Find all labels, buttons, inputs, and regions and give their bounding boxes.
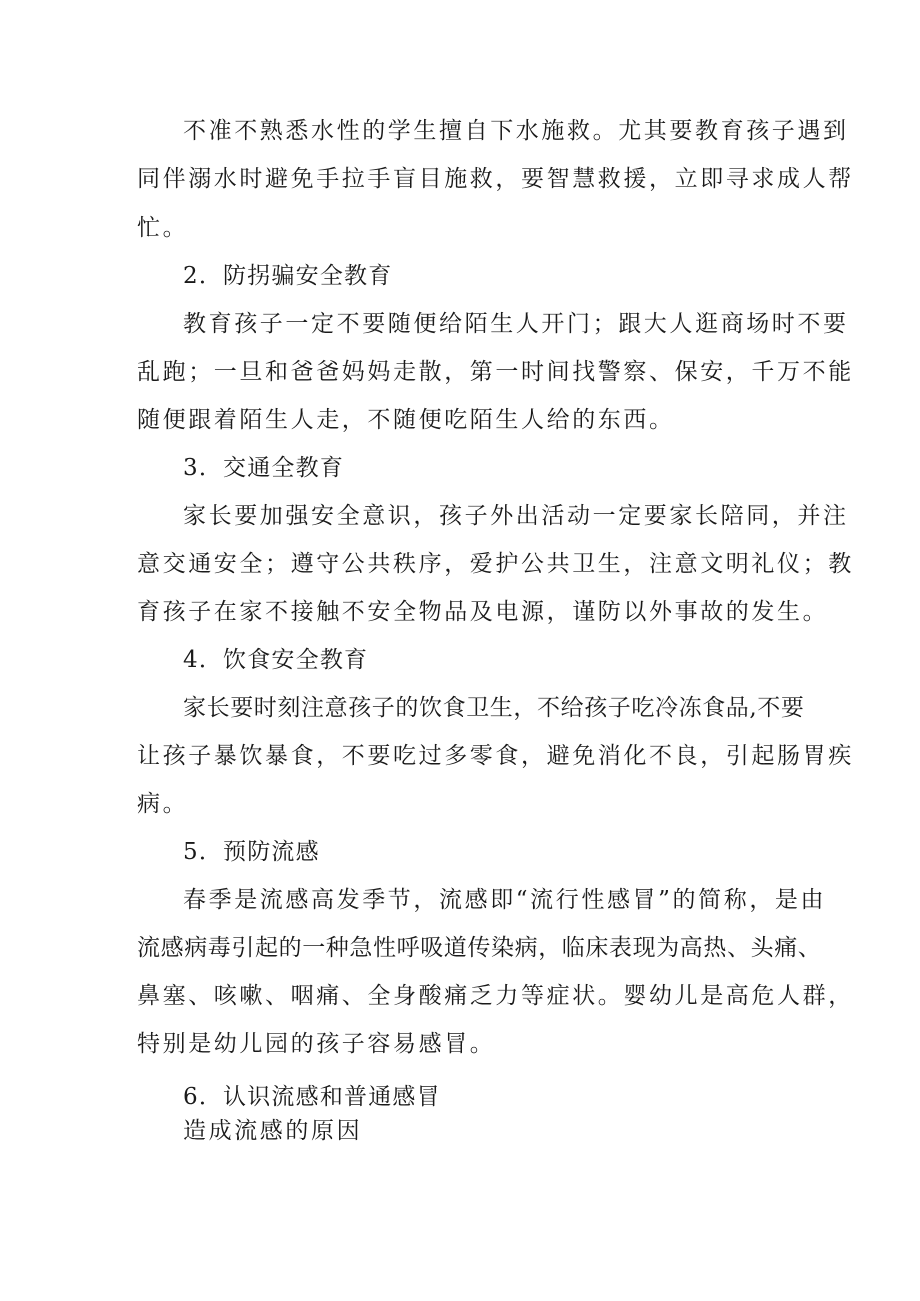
paragraph-line: 流感病毒引起的一种急性呼吸道传染病，临床表现为高热、头痛、 [137,935,822,961]
paragraph-line: 同伴溺水时避免手拉手盲目施救，要智慧救援，立即寻求成人帮 [137,166,854,192]
paragraph-line: 造成流感的原因 [183,1118,363,1144]
paragraph-line: 随便跟着陌生人走，不随便吃陌生人给的东西。 [137,407,675,433]
section-heading: 3．交通全教育 [183,455,345,481]
paragraph-line: 让孩子暴饮暴食，不要吃过多零食，避免消化不良，引起肠胃疾 [137,743,854,769]
paragraph-line: 教育孩子一定不要随便给陌生人开门；跟大人逛商场时不要 [183,311,849,337]
paragraph-line: 意交通安全；遵守公共秩序，爱护公共卫生，注意文明礼仪；教 [137,551,854,577]
paragraph-line: 家长要加强安全意识，孩子外出活动一定要家长陪同，并注 [183,503,849,529]
paragraph-line: 忙。 [137,215,189,241]
section-heading: 4．饮食安全教育 [183,647,369,673]
paragraph-line: 病。 [137,791,189,817]
section-heading: 5．预防流感 [183,839,320,865]
section-heading: 6．认识流感和普通感冒 [183,1084,441,1110]
paragraph-line: 家长要时刻注意孩子的饮食卫生，不给孩子吃冷冻食品,不要 [183,695,805,721]
paragraph-line: 育孩子在家不接触不安全物品及电源，谨防以外事故的发生。 [137,599,829,625]
paragraph-line: 春季是流感高发季节，流感即“流行性感冒”的简称，是由 [183,887,827,913]
paragraph-line: 鼻塞、咳嗽、咽痛、全身酸痛乏力等症状。婴幼儿是高危人群， [137,983,854,1009]
paragraph-line: 乱跑；一旦和爸爸妈妈走散，第一时间找警察、保安，千万不能 [137,359,854,385]
paragraph-line: 特别是幼儿园的孩子容易感冒。 [137,1031,496,1057]
paragraph-line: 不准不熟悉水性的学生擅自下水施救。尤其要教育孩子遇到 [183,118,849,144]
section-heading: 2．防拐骗安全教育 [183,263,393,289]
